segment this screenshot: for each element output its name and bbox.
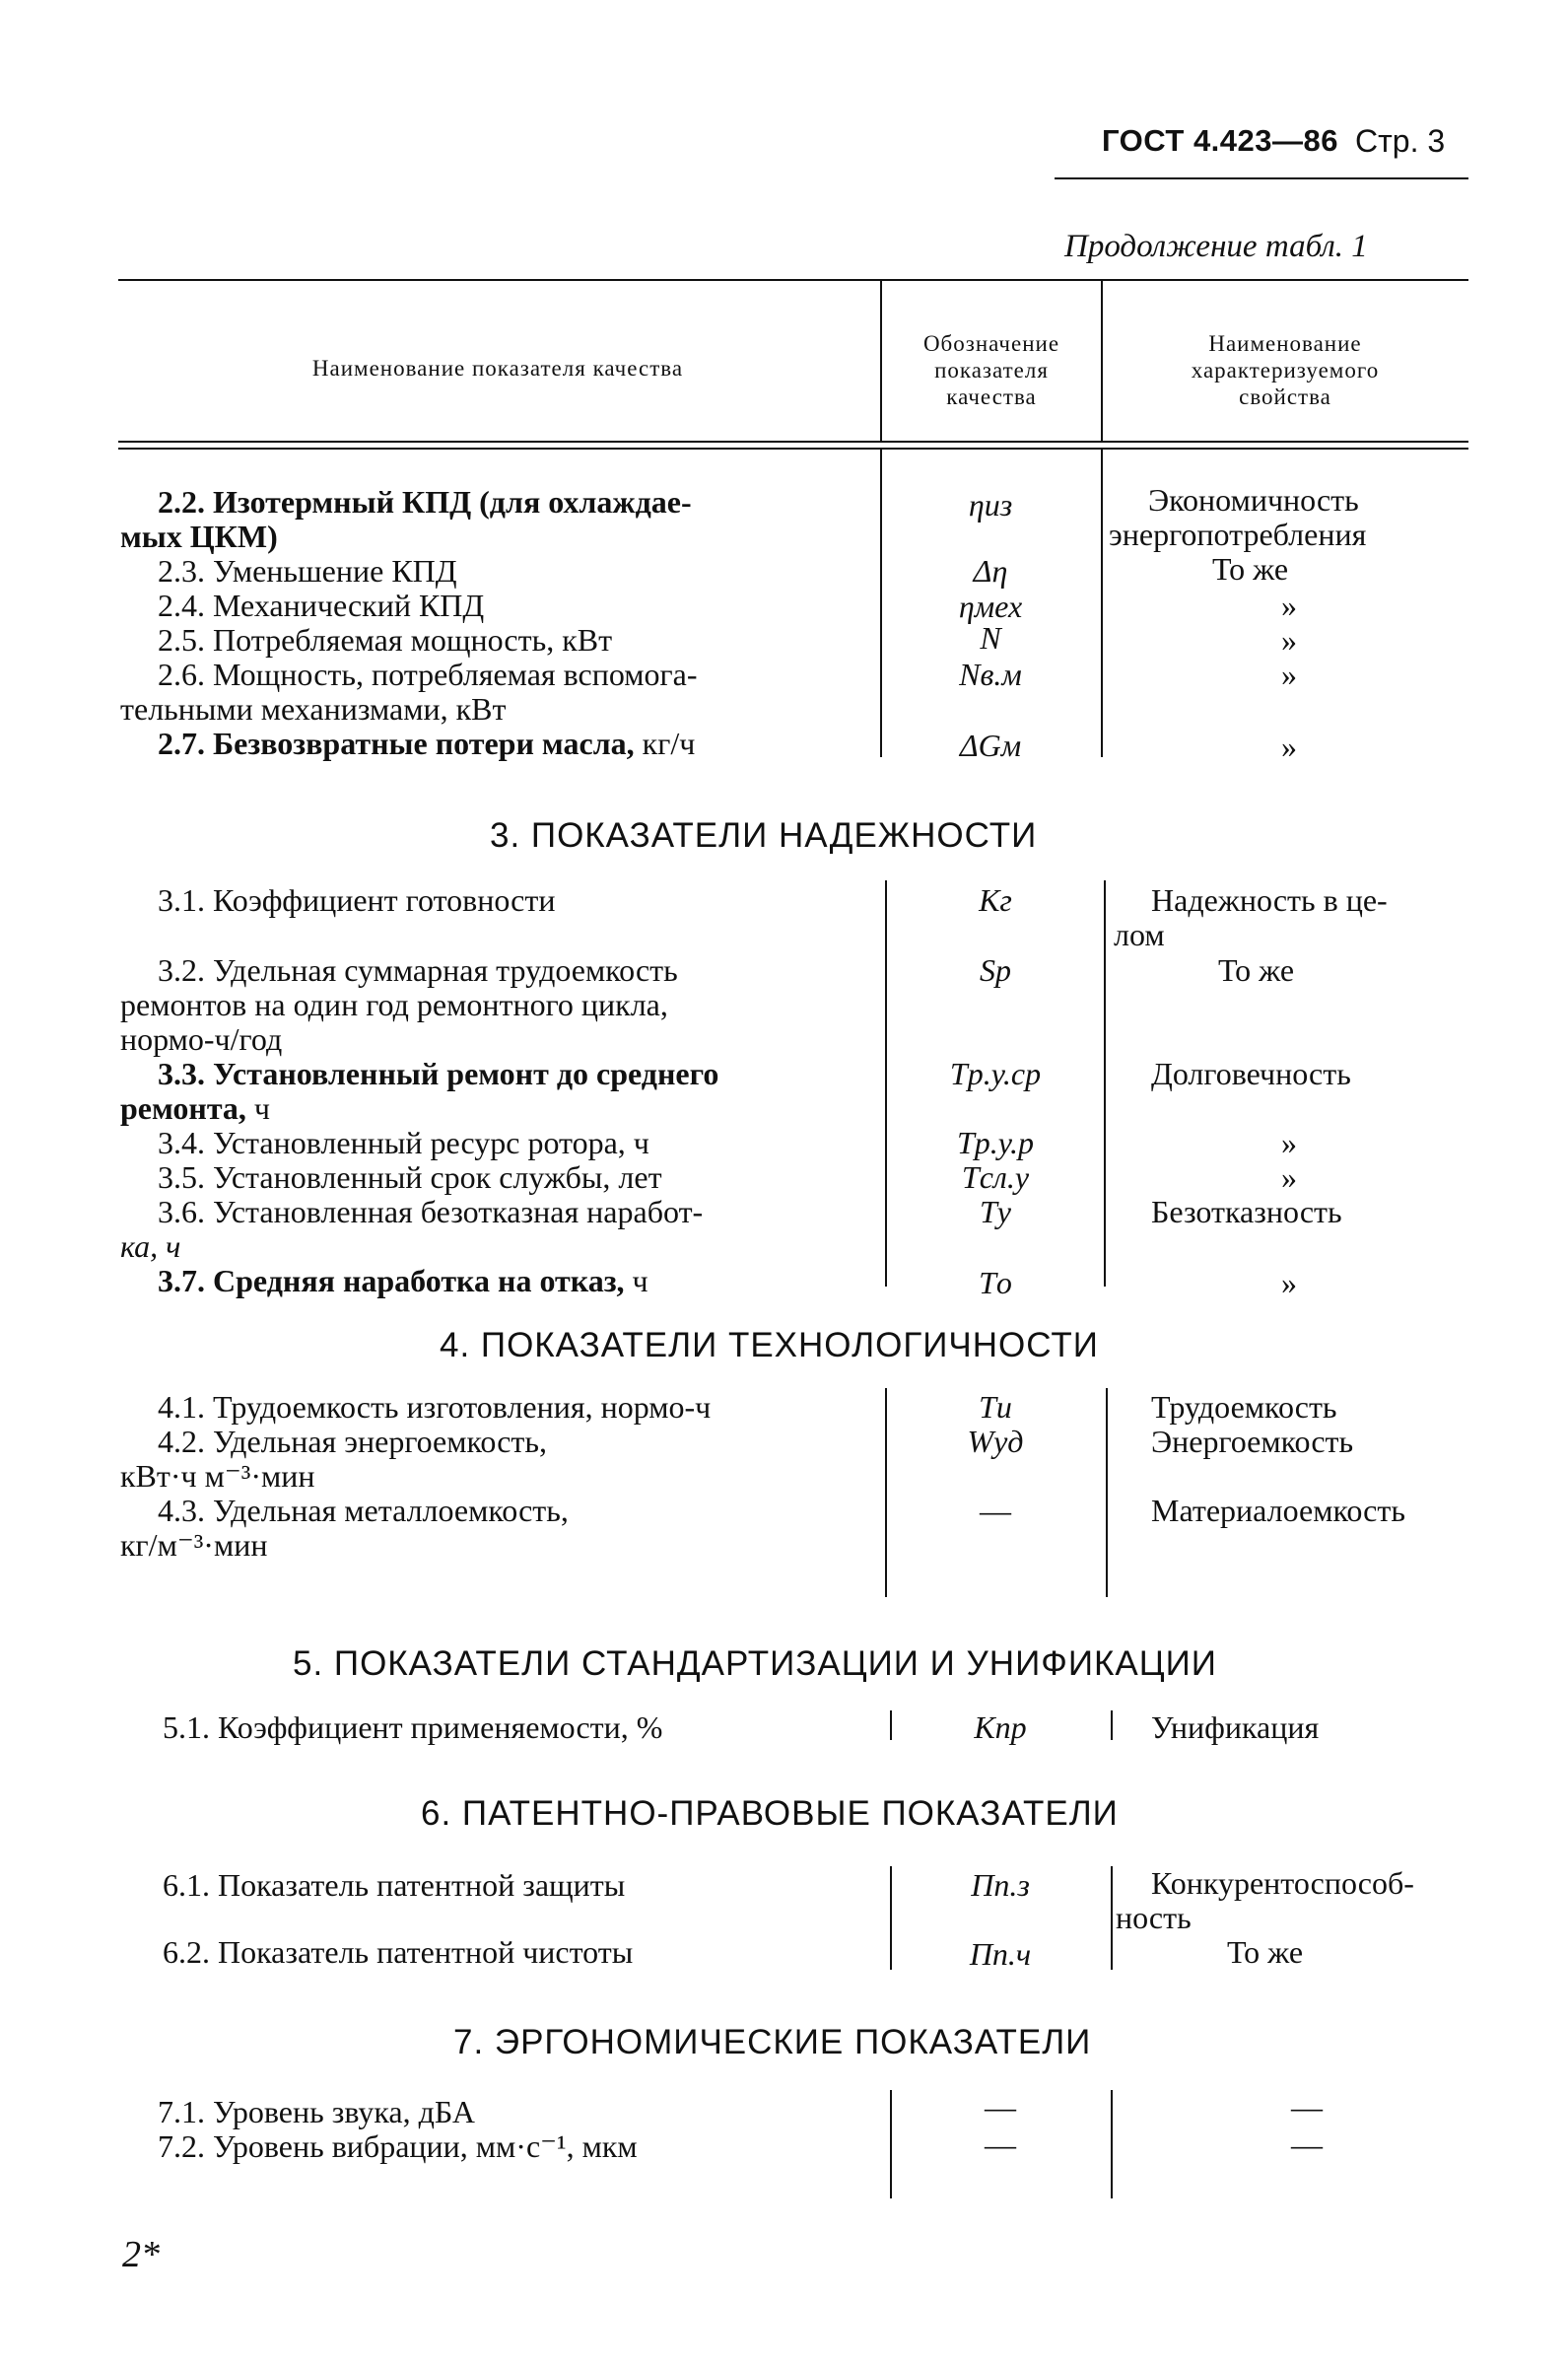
row-3-4: 3.4. Установленный ресурс ротора, ч	[158, 1125, 649, 1160]
row-5-1: 5.1. Коэффициент применяемости, %	[163, 1709, 663, 1745]
property-6-1: Конкурентоспособ-	[1151, 1865, 1414, 1901]
row-3-2-cont1: ремонтов на один год ремонтного цикла,	[120, 987, 668, 1022]
property-2-6: »	[1281, 657, 1297, 692]
sec5-divider-2	[1111, 1710, 1113, 1740]
symbol-2-7: ΔGм	[959, 728, 1022, 763]
property-3-5: »	[1281, 1159, 1297, 1195]
symbol-3-3: Tр.у.ср	[949, 1056, 1042, 1091]
row-6-2: 6.2. Показатель патентной чистоты	[163, 1934, 634, 1970]
symbol-3-1: Kг	[979, 882, 1012, 918]
symbol-4-2: Wуд	[967, 1424, 1024, 1459]
row-4-3-cont: кг/м⁻³·мин	[120, 1527, 268, 1563]
property-3-3: Долговечность	[1151, 1056, 1351, 1091]
sec3-divider-2	[1104, 880, 1106, 1287]
table-continuation: Продолжение табл. 1	[1064, 229, 1368, 264]
property-3-1-cont: лом	[1114, 917, 1165, 952]
property-3-7: »	[1281, 1265, 1297, 1300]
row-2-4: 2.4. Механический КПД	[158, 588, 485, 623]
row-4-3: 4.3. Удельная металлоемкость,	[158, 1493, 569, 1528]
symbol-3-5: Tсл.у	[961, 1159, 1030, 1195]
symbol-3-7: Tо	[979, 1265, 1012, 1300]
symbol-4-3: —	[980, 1493, 1011, 1528]
property-3-4: »	[1281, 1125, 1297, 1160]
row-6-1: 6.1. Показатель патентной защиты	[163, 1867, 626, 1903]
column-header-symbol: Обозначение показателя качества	[922, 331, 1060, 409]
property-2-7: »	[1281, 729, 1297, 764]
row-3-5: 3.5. Установленный срок службы, лет	[158, 1159, 662, 1195]
symbol-3-6: Tу	[980, 1194, 1011, 1229]
standard-number: ГОСТ 4.423—86	[1102, 123, 1338, 158]
property-3-6: Безотказность	[1151, 1194, 1342, 1229]
row-7-2: 7.2. Уровень вибрации, мм·с⁻¹, мкм	[158, 2128, 638, 2164]
symbol-6-1: Пп.з	[971, 1867, 1030, 1903]
symbol-3-4: Tр.у.р	[957, 1125, 1034, 1160]
sec7-divider-2	[1111, 2090, 1113, 2198]
section-7-title: 7. ЭРГОНОМИЧЕСКИЕ ПОКАЗАТЕЛИ	[453, 2023, 1092, 2061]
row-3-6: 3.6. Установленная безотказная наработ-	[158, 1194, 704, 1229]
header-rule	[1055, 177, 1468, 179]
property-2-2: Экономичность	[1148, 482, 1359, 518]
table-head-rule-1	[118, 441, 1468, 443]
sec6-divider-2	[1111, 1866, 1113, 1970]
symbol-3-2: Sр	[980, 952, 1011, 988]
row-3-1: 3.1. Коэффициент готовности	[158, 882, 556, 918]
table-top-rule	[118, 279, 1468, 281]
section-4-title: 4. ПОКАЗАТЕЛИ ТЕХНОЛОГИЧНОСТИ	[440, 1326, 1099, 1364]
row-3-7: 3.7. Средняя наработка на отказ, ч	[158, 1263, 648, 1298]
symbol-4-1: Tи	[979, 1389, 1012, 1425]
column-header-name: Наименование показателя качества	[311, 356, 684, 381]
row-2-7: 2.7. Безвозвратные потери масла, кг/ч	[158, 726, 696, 761]
property-2-5: »	[1281, 622, 1297, 658]
property-3-2: То же	[1218, 952, 1295, 988]
row-4-2-cont: кВт·ч м⁻³·мин	[120, 1458, 315, 1494]
sec2-divider-2	[1101, 450, 1103, 757]
section-5-title: 5. ПОКАЗАТЕЛИ СТАНДАРТИЗАЦИИ И УНИФИКАЦИИ	[293, 1644, 1217, 1683]
row-3-3: 3.3. Установленный ремонт до среднего	[158, 1056, 719, 1091]
row-3-2-cont2: нормо-ч/год	[120, 1021, 283, 1057]
property-2-3: То же	[1212, 551, 1289, 587]
row-2-2-cont: мых ЦКМ)	[120, 519, 278, 554]
property-7-2: —	[1291, 2126, 1323, 2162]
property-4-3: Материалоемкость	[1151, 1493, 1405, 1528]
symbol-7-2: —	[985, 2126, 1016, 2162]
row-7-1: 7.1. Уровень звука, дБА	[158, 2094, 475, 2129]
page-number: Стр. 3	[1355, 123, 1446, 159]
property-7-1: —	[1291, 2089, 1323, 2125]
symbol-2-3: Δη	[973, 553, 1008, 589]
property-4-1: Трудоемкость	[1151, 1389, 1337, 1425]
row-2-6: 2.6. Мощность, потребляемая вспомога-	[158, 657, 698, 692]
row-2-6-cont: тельными механизмами, кВт	[120, 691, 507, 727]
sec4-divider-2	[1106, 1388, 1108, 1597]
row-2-5: 2.5. Потребляемая мощность, кВт	[158, 622, 613, 658]
row-4-2: 4.2. Удельная энергоемкость,	[158, 1424, 547, 1459]
symbol-5-1: Kпр	[974, 1709, 1027, 1745]
symbol-2-4: ηмех	[958, 589, 1023, 624]
symbol-6-2: Пп.ч	[969, 1936, 1032, 1972]
symbol-2-2: ηиз	[968, 487, 1013, 523]
row-2-3: 2.3. Уменьшение КПД	[158, 553, 457, 589]
property-2-4: »	[1281, 588, 1297, 623]
row-2-2: 2.2. Изотермный КПД (для охлаждае-	[158, 484, 692, 520]
row-3-2: 3.2. Удельная суммарная трудоемкость	[158, 952, 678, 988]
table-head-rule-2	[118, 448, 1468, 450]
signature-mark: 2*	[122, 2234, 160, 2275]
symbol-7-1: —	[985, 2089, 1016, 2125]
property-2-2-cont: энергопотребления	[1109, 517, 1367, 552]
section-6-title: 6. ПАТЕНТНО-ПРАВОВЫЕ ПОКАЗАТЕЛИ	[421, 1794, 1119, 1833]
column-header-property: Наименование характеризуемого свойства	[1191, 331, 1380, 409]
row-3-6-cont: ка, ч	[120, 1228, 181, 1264]
property-6-1-cont: ность	[1116, 1900, 1192, 1935]
row-3-3-cont: ремонта, ч	[120, 1090, 271, 1126]
symbol-2-5: N	[980, 620, 1001, 656]
symbol-2-6: Nв.м	[959, 657, 1022, 692]
property-4-2: Энергоемкость	[1151, 1424, 1354, 1459]
property-6-2: То же	[1227, 1934, 1304, 1970]
section-3-title: 3. ПОКАЗАТЕЛИ НАДЕЖНОСТИ	[490, 816, 1038, 855]
property-5-1: Унификация	[1151, 1709, 1320, 1745]
row-4-1: 4.1. Трудоемкость изготовления, нормо-ч	[158, 1389, 712, 1425]
property-3-1: Надежность в це-	[1151, 882, 1388, 918]
